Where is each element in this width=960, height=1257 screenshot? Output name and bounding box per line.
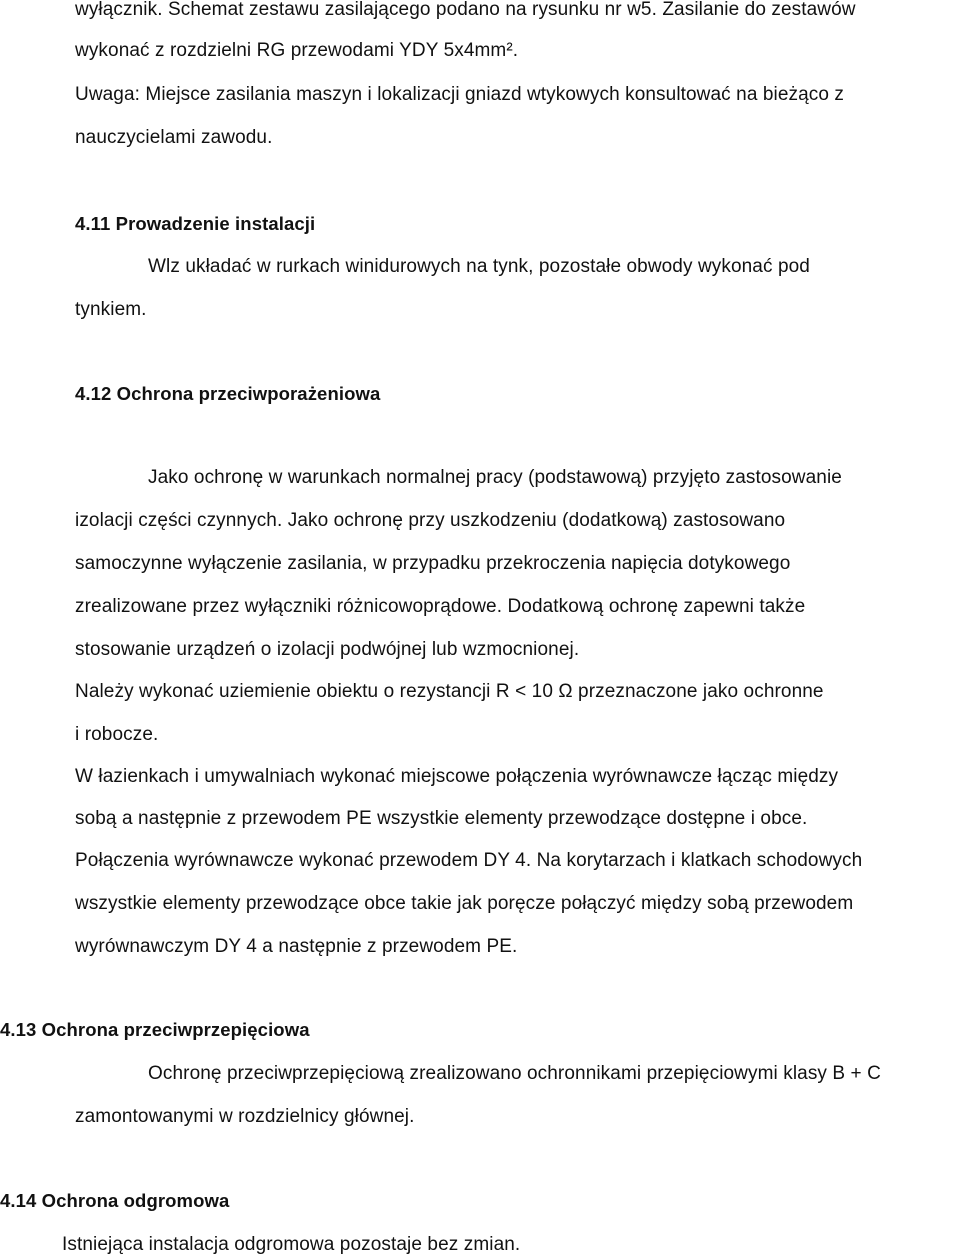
section-4-13-heading: 4.13 Ochrona przeciwprzepięciowa [0,1019,310,1040]
section-4-12-line-8: W łazienkach i umywalniach wykonać miejscowe połączenia wyrównawcze łącząc między [75,766,839,787]
section-4-12-heading: 4.12 Ochrona przeciwporażeniowa [75,383,381,404]
section-4-12-line-7: i robocze. [75,724,159,745]
intro-line-4: nauczycielami zawodu. [75,127,273,148]
section-4-11-line-2: tynkiem. [75,299,147,320]
section-4-12-line-1: Jako ochronę w warunkach normalnej pracy (podstawową) przyjęto zastosowanie [148,467,842,488]
section-4-12-line-10: Połączenia wyrównawcze wykonać przewodem DY 4. Na korytarzach i klatkach schodowych [75,850,863,871]
section-4-12-line-9: sobą a następnie z przewodem PE wszystkie elementy przewodzące dostępne i obce. [75,808,808,829]
section-4-12-line-4: zrealizowane przez wyłączniki różnicowoprądowe. Dodatkową ochronę zapewni także [75,596,806,617]
section-4-12-line-12: wyrównawczym DY 4 a następnie z przewodem PE. [75,936,518,957]
section-4-12-line-11: wszystkie elementy przewodzące obce takie jak poręcze połączyć między sobą przewodem [75,893,854,914]
intro-line-2: wykonać z rozdzielni RG przewodami YDY 5x4mm². [75,40,519,61]
section-4-13-line-1: Ochronę przeciwprzepięciową zrealizowano ochronnikami przepięciowymi klasy B + C [148,1063,881,1084]
section-4-12-line-2: izolacji części czynnych. Jako ochronę przy uszkodzeniu (dodatkową) zastosowano [75,510,786,531]
section-4-11-heading: 4.11 Prowadzenie instalacji [75,213,316,234]
section-4-12-line-3: samoczynne wyłączenie zasilania, w przypadku przekroczenia napięcia dotykowego [75,553,791,574]
section-4-14-line-1: Istniejąca instalacja odgromowa pozostaje bez zmian. [62,1234,521,1255]
section-4-13-line-2: zamontowanymi w rozdzielnicy głównej. [75,1106,415,1127]
section-4-14-heading: 4.14 Ochrona odgromowa [0,1190,230,1211]
section-4-12-line-5: stosowanie urządzeń o izolacji podwójnej lub wzmocnionej. [75,639,580,660]
intro-line-1: wyłącznik. Schemat zestawu zasilającego podano na rysunku nr w5. Zasilanie do zestawów [75,0,856,20]
section-4-12-line-6: Należy wykonać uziemienie obiektu o rezystancji R < 10 Ω przeznaczone jako ochronne [75,681,824,702]
intro-line-3: Uwaga: Miejsce zasilania maszyn i lokalizacji gniazd wtykowych konsultować na bieżąco z [75,84,845,105]
section-4-11-line-1: Wlz układać w rurkach winidurowych na tynk, pozostałe obwody wykonać pod [148,256,810,277]
